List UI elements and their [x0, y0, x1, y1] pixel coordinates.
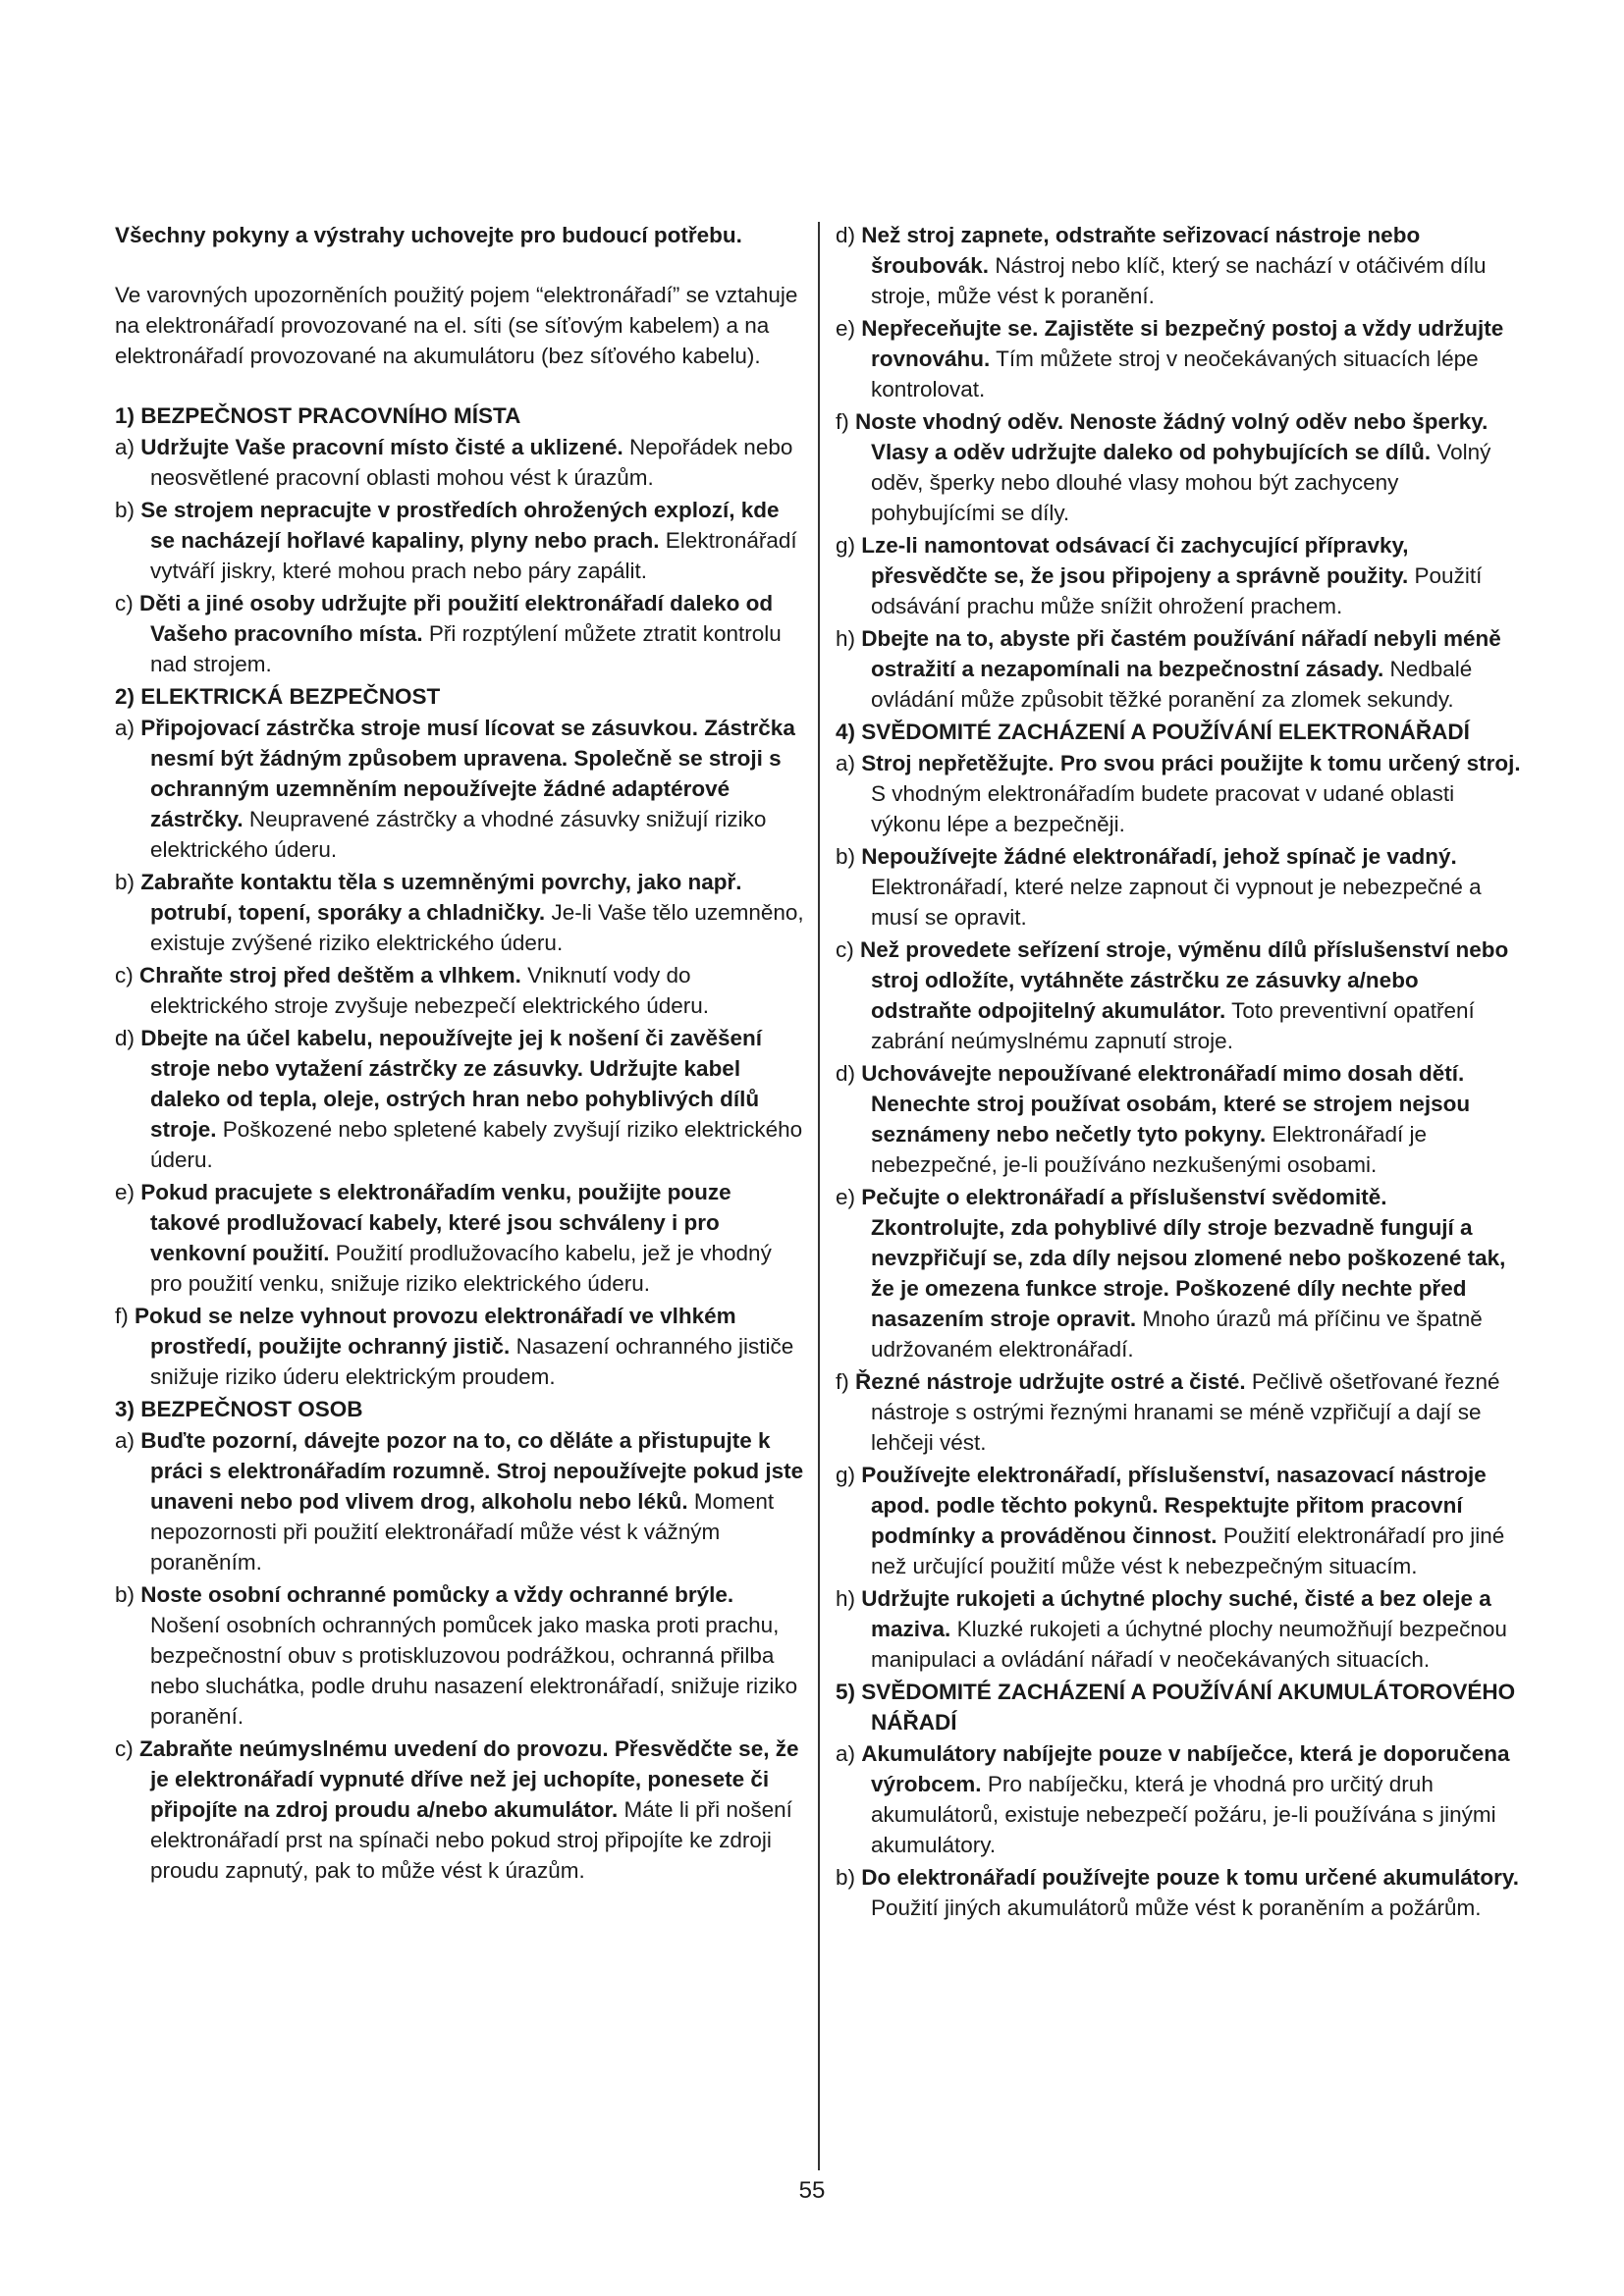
list-item: c) Zabraňte neúmyslnému uvedení do provozu. Přesvědčte se, že je elektronářadí vypnuté dříve než jej uchopíte, ponesete či připojíte na zdroj proudu a/nebo akumulátor. Máte li při nošení elektronářadí prst na spínači nebo pokud stroj připojíte ke zdroji proudu zapnutý, pak to může vést k úrazům. — [115, 1736, 799, 1883]
list-item: g) Používejte elektronářadí, příslušenství, nasazovací nástroje apod. podle těchto pokynů. Respektujte přitom pracovní podmínky a prováděnou činnost. Použití elektronářadí pro jiné než určující použití může vést k nebezpečným situacím. — [836, 1463, 1505, 1578]
intro-bold: Všechny pokyny a výstrahy uchovejte pro budoucí potřebu. — [115, 223, 742, 247]
page-number: 55 — [798, 2177, 826, 2204]
list-item: d) Než stroj zapnete, odstraňte seřizovací nástroje nebo šroubovák. Nástroj nebo klíč, který se nachází v otáčivém dílu stroje, může vést k poranění. — [836, 223, 1487, 308]
list-item: f) Pokud se nelze vyhnout provozu elektronářadí ve vlhkém prostředí, použijte ochranný jistič. Nasazení ochranného jističe snižuje riziko úderu elektrickým proudem. — [115, 1304, 794, 1389]
section-5-title: 5) SVĚDOMITÉ ZACHÁZENÍ A POUŽÍVÁNÍ AKUMULÁTOROVÉHO NÁŘADÍ — [836, 1680, 1516, 1735]
list-item: g) Lze-li namontovat odsávací či zachycující přípravky, přesvědčte se, že jsou připojeny a správně použity. Použití odsávání prachu může snížit ohrožení prachem. — [836, 533, 1483, 618]
list-item: a) Udržujte Vaše pracovní místo čisté a uklizené. Nepořádek nebo neosvětlené pracovní oblasti mohou vést k úrazům. — [115, 435, 793, 490]
list-item: d) Uchovávejte nepoužívané elektronářadí mimo dosah dětí. Nenechte stroj používat osobám, které se strojem nejsou seznámeny nebo nečetly tyto pokyny. Elektronářadí je nebezpečné, je-li používáno nezkušenými osobami. — [836, 1061, 1471, 1177]
list-item: b) Zabraňte kontaktu těla s uzemněnými povrchy, jako např. potrubí, topení, sporáky a chladničky. Je-li Vaše tělo uzemněno, existuje zvýšené riziko elektrického úderu. — [115, 870, 804, 955]
list-item: d) Dbejte na účel kabelu, nepoužívejte jej k nošení či zavěšení stroje nebo vytažení zástrčky ze zásuvky. Udržujte kabel daleko od tepla, oleje, ostrých hran nebo pohyblivých dílů stroje. Poškozené nebo spletené kabely zvyšují riziko elektrického úderu. — [115, 1026, 803, 1172]
list-item: e) Nepřeceňujte se. Zajistěte si bezpečný postoj a vždy udržujte rovnováhu. Tím můžete stroj v neočekávaných situacích lépe kontrolovat. — [836, 316, 1504, 401]
section-1-title: 1) BEZPEČNOST PRACOVNÍHO MÍSTA — [115, 403, 521, 428]
list-item: a) Akumulátory nabíjejte pouze v nabíječce, která je doporučena výrobcem. Pro nabíječku, která je vhodná pro určitý druh akumulátorů, existuje nebezpečí požáru, je-li používána s jinými akumulátory. — [836, 1741, 1510, 1857]
list-item: h) Dbejte na to, abyste při častém používání nářadí nebyli méně ostražití a nezapomínali na bezpečnostní zásady. Nedbalé ovládání může způsobit těžké poranění za zlomek sekundy. — [836, 626, 1501, 712]
list-item: e) Pečujte o elektronářadí a příslušenství svědomitě. Zkontrolujte, zda pohyblivé díly stroje bezvadně fungují a nevzpřičují se, zda díly nejsou zlomené nebo poškozené tak, že je omezena funkce stroje. Poškozené díly nechte před nasazením stroje opravit. Mnoho úrazů má příčinu ve špatně udržovaném elektronářadí. — [836, 1185, 1506, 1362]
list-item: b) Do elektronářadí používejte pouze k tomu určené akumulátory. Použití jiných akumulátorů může vést k poraněním a požárům. — [836, 1865, 1520, 1920]
list-item: a) Připojovací zástrčka stroje musí lícovat se zásuvkou. Zástrčka nesmí být žádným způsobem upravena. Společně se stroji s ochranným uzemněním nepoužívejte žádné adaptérové zástrčky. Neupravené zástrčky a vhodné zásuvky snižují riziko elektrického úderu. — [115, 716, 795, 862]
list-item: c) Děti a jiné osoby udržujte při použití elektronářadí daleko od Vašeho pracovního místa. Při rozptýlení můžete ztratit kontrolu nad strojem. — [115, 591, 782, 676]
section-4-title: 4) SVĚDOMITÉ ZACHÁZENÍ A POUŽÍVÁNÍ ELEKTRONÁŘADÍ — [836, 720, 1470, 744]
section-3-title: 3) BEZPEČNOST OSOB — [115, 1397, 363, 1421]
right-column — [836, 220, 1523, 1925]
list-item: a) Stroj nepřetěžujte. Pro svou práci použijte k tomu určený stroj. S vhodným elektronářadím budete pracovat v udané oblasti výkonu lépe a bezpečněji. — [836, 751, 1521, 836]
list-item: a) Buďte pozorní, dávejte pozor na to, co děláte a přistupujte k práci s elektronářadím rozumně. Stroj nepoužívejte pokud jste unaveni nebo pod vlivem drog, alkoholu nebo léků. Moment nepozornosti při použití elektronářadí může vést k vážným poraněním. — [115, 1428, 804, 1575]
list-item: b) Noste osobní ochranné pomůcky a vždy ochranné brýle. Nošení osobních ochranných pomůcek jako maska proti prachu, bezpečnostní obuv s protiskluzovou podrážkou, ochranná přilba nebo sluchátka, podle druhu nasazení elektronářadí, snižuje riziko poranění. — [115, 1582, 798, 1729]
list-item: e) Pokud pracujete s elektronářadím venku, použijte pouze takové prodlužovací kabely, které jsou schváleny i pro venkovní použití. Použití prodlužovacího kabelu, jež je vhodný pro použití venku, snižuje riziko elektrického úderu. — [115, 1180, 772, 1296]
list-item: c) Chraňte stroj před deštěm a vlhkem. Vniknutí vody do elektrického stroje zvyšuje nebezpečí elektrického úderu. — [115, 963, 710, 1018]
list-item: b) Nepoužívejte žádné elektronářadí, jehož spínač je vadný. Elektronářadí, které nelze zapnout či vypnout je nebezpečné a musí se opravit. — [836, 844, 1482, 930]
list-item: b) Se strojem nepracujte v prostředích ohrožených explozí, kde se nacházejí hořlavé kapaliny, plyny nebo prach. Elektronářadí vytváří jiskry, které mohou prach nebo páry zapálit. — [115, 498, 797, 583]
list-item: f) Řezné nástroje udržujte ostré a čisté. Pečlivě ošetřované řezné nástroje s ostrými řeznými hranami se méně vzpřičují a dají se lehčeji vést. — [836, 1369, 1500, 1455]
section-2-title: 2) ELEKTRICKÁ BEZPEČNOST — [115, 684, 441, 709]
column-divider — [818, 222, 820, 2170]
left-column — [115, 220, 806, 1888]
list-item: c) Než provedete seřízení stroje, výměnu dílů příslušenství nebo stroj odložíte, vytáhněte zástrčku ze zásuvky a/nebo odstraňte odpojitelný akumulátor. Toto preventivní opatření zabrání neúmyslnému zapnutí stroje. — [836, 937, 1509, 1053]
intro-text: Ve varovných upozorněních použitý pojem “elektronářadí” se vztahuje na elektronářadí provozované na el. síti (se síťovým kabelem) a na elektronářadí provozované na akumulátoru (bez síťového kabelu). — [115, 283, 798, 368]
list-item: h) Udržujte rukojeti a úchytné plochy suché, čisté a bez oleje a maziva. Kluzké rukojeti a úchytné plochy neumožňují bezpečnou manipulaci a ovládání nářadí v neočekávaných situacích. — [836, 1586, 1507, 1672]
list-item: f) Noste vhodný oděv. Nenoste žádný volný oděv nebo šperky. Vlasy a oděv udržujte daleko od pohybujících se dílů. Volný oděv, šperky nebo dlouhé vlasy mohou být zachyceny pohybujícími se díly. — [836, 409, 1491, 525]
